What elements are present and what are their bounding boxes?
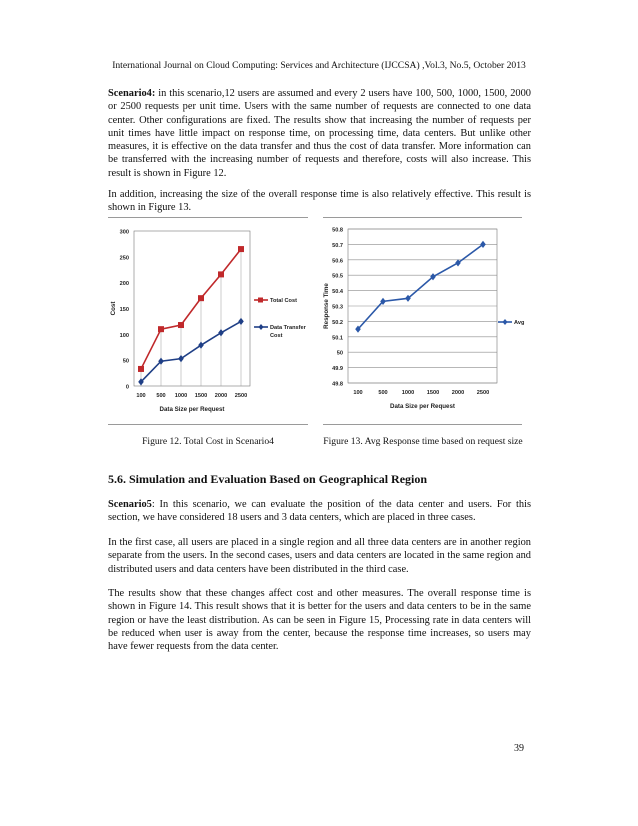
paragraph-results: The results show that these changes affect cost and other measures. The overall response time is shown in Figure 14. This result shows that it is better for the users and data centers to be in the same region or have the least distribution. As can be seen in Figure 15, Processing rate in data centers will be reduced when user is away from the center, because the response time increases, so users may have fewer requests from the data center. [108,588,531,652]
legend-marker [259,324,264,330]
legend-marker [258,298,263,303]
x-tick-label: 500 [378,390,388,396]
figure-13-caption: Figure 13. Avg Response time based on request size [323,436,523,447]
data-point [198,295,204,301]
x-axis-title: Data Size per Request [159,406,225,413]
y-tick-label: 50.8 [332,227,343,234]
x-axis-title: Data Size per Request [390,403,455,410]
x-tick-label: 500 [156,393,166,399]
y-tick-label: 200 [119,281,129,288]
data-point [178,322,184,328]
x-tick-label: 2000 [214,393,228,399]
data-point [138,366,144,372]
y-axis-title: Cost [110,301,117,316]
y-axis-title: Response Time [323,283,330,329]
data-point [238,246,244,252]
y-tick-label: 50.6 [332,258,343,265]
plot-area [134,231,250,386]
y-tick-label: 150 [119,307,129,313]
y-tick-label: 50 [122,358,129,365]
y-tick-label: 250 [119,255,129,262]
legend-label: Data Transfer [270,325,306,331]
y-tick-label: 100 [119,332,129,339]
fig13-bottom-rule [323,424,522,425]
legend-label: Avg [514,320,525,326]
y-tick-label: 50.4 [332,289,343,296]
scenario4-label: Scenario4: [108,88,156,99]
fig12-bottom-rule [108,424,308,425]
y-tick-label: 50 [336,350,343,357]
y-tick-label: 50.3 [332,304,343,311]
fig13-top-rule [323,217,522,218]
legend-label: Total Cost [270,298,297,304]
x-tick-label: 100 [136,393,146,399]
journal-header: International Journal on Cloud Computing: Services and Architecture (IJCCSA) ,Vol.3, No.5, October 2013 [112,60,526,71]
figure-12-chart [108,220,316,420]
legend-marker [503,319,508,325]
y-tick-label: 50.1 [332,335,343,342]
y-tick-label: 49.9 [332,366,343,373]
y-tick-label: 50.7 [332,242,343,249]
fig12-top-rule [108,217,308,218]
x-tick-label: 1500 [426,390,440,396]
x-tick-label: 2500 [234,393,248,399]
scenario5-label: Scenario5 [108,499,152,510]
x-tick-label: 2500 [476,390,490,396]
y-tick-label: 49.8 [332,381,343,388]
figure-12-caption: Figure 12. Total Cost in Scenario4 [142,436,274,447]
legend-label: Cost [270,333,283,339]
x-tick-label: 1000 [401,390,415,396]
y-tick-label: 50.5 [332,273,343,280]
y-tick-label: 50.2 [332,319,343,326]
paragraph-response-time: In addition, increasing the size of the overall response time is also relatively effective. This result is shown in Figure 13. [108,189,531,214]
scenario5-text: : In this scenario, we can evaluate the position of the data center and users. For this section, we have considered 18 users and 3 data centers, which are placed in three cases. [108,499,531,524]
paragraph-cases: In the first case, all users are placed in a single region and all three data centers are in another region separate from the users. In the second cases, users and data centers are located in the same region and distributed users and data centers have been distributed in the third case. [108,537,531,575]
figure-13-chart [322,220,530,420]
section-title: 5.6. Simulation and Evaluation Based on Geographical Region [108,472,428,486]
paragraph-scenario5 [108,498,531,525]
x-tick-label: 100 [353,390,363,396]
paragraph-scenario4 [108,87,531,180]
x-tick-label: 2000 [451,390,465,396]
y-tick-label: 300 [119,229,129,236]
x-tick-label: 1500 [194,393,208,399]
x-tick-label: 1000 [174,393,188,399]
scenario4-text: in this scenario,12 users are assumed and every 2 users have 100, 500, 1000, 1500, 2000 or 2500 requests per unit time. Users with the same number of requests are connected to one data center. Other configurations are fixed. The results show that increasing the number of requests per unit times have little impact on response time, on processing time, data centers. But unlike other measures, it is effective on the data transfer and thus the cost of data transfer. More information can be transferred with the increasing number of requests and therefore, costs will also increase. This result is shown in Figure 12. [108,88,531,179]
page-number: 39 [514,743,524,754]
data-point [218,271,224,277]
data-point [158,326,164,332]
y-tick-label: 0 [125,384,129,391]
